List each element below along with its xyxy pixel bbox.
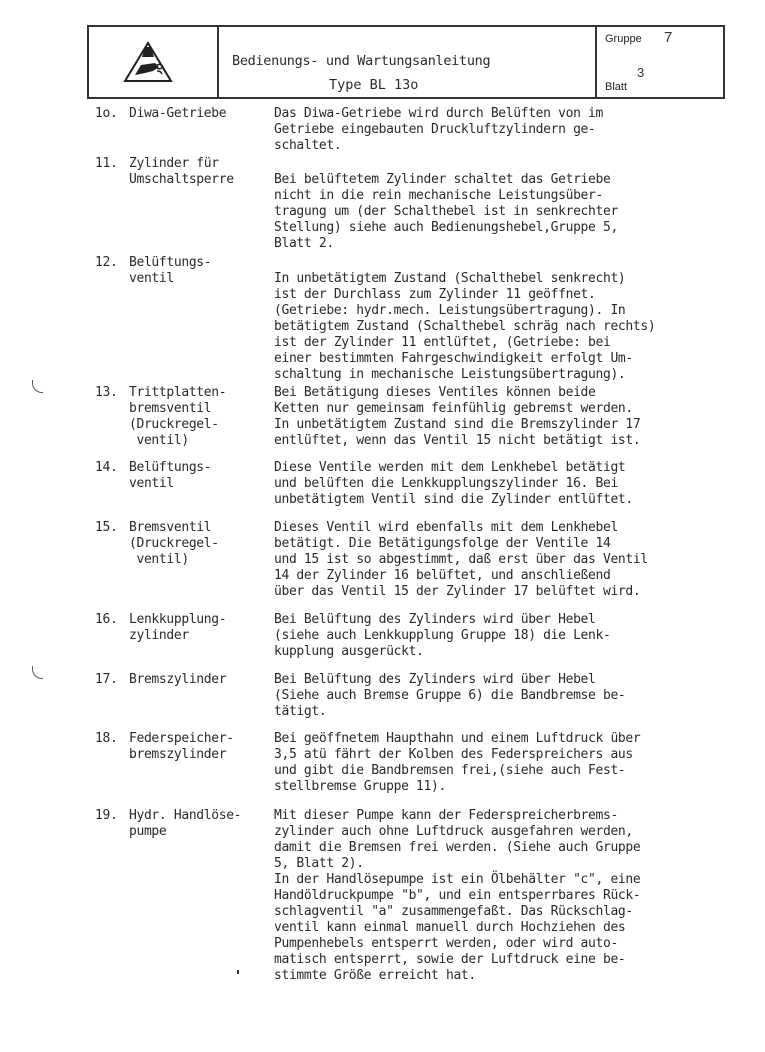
item-number: 14. xyxy=(95,460,118,475)
stray-mark xyxy=(237,970,239,974)
item-number: 17. xyxy=(95,672,118,687)
warning-triangle-hand-icon xyxy=(123,41,173,83)
item-number: 13. xyxy=(95,385,118,400)
list-item xyxy=(95,385,641,449)
item-description: Bei belüftetem Zylinder schaltet das Getriebe nicht in die rein mechanische Leistungsüber- tragung um (der Schalthebel ist in senkrechter Stellung) siehe auch Bedienungshebel,Gruppe 5, Blatt 2. xyxy=(274,172,618,251)
header-box xyxy=(87,25,725,99)
item-label: Hydr. Handlöse- pumpe xyxy=(129,808,242,839)
item-number: 1o. xyxy=(95,106,118,121)
gruppe-label: Gruppe xyxy=(605,33,642,45)
blatt-label: Blatt xyxy=(605,81,628,93)
list-item xyxy=(95,460,633,524)
item-label: Lenkkupplung- zylinder xyxy=(129,612,227,643)
item-label: Zylinder für Umschaltsperre xyxy=(129,156,234,187)
item-description: Mit dieser Pumpe kann der Federspreicherbrems- zylinder auch ohne Luftdruck ausgefahren werden, damit die Bremsen frei werden. (Siehe auch Gruppe 5, Blatt 2). In der Handlösepumpe ist ein Ölbehälter "c", eine Handöldruckpumpe "b", und ein entsperrbares Rück- schlagventil "a" zusammengefaßt. Das Rückschlag- ventil kann einmal manuell durch Hochziehen des Pumpenhebels entsperrt werden, oder wird auto- matisch entsperrt, sowie der Luftdruck eine be- stimmte Größe erreicht hat. xyxy=(274,808,641,983)
item-number: 19. xyxy=(95,808,118,823)
item-number: 16. xyxy=(95,612,118,627)
item-description: Das Diwa-Getriebe wird durch Belüften von im Getriebe eingebauten Druckluftzylindern ge- schaltet. xyxy=(274,106,603,153)
item-label: Bremsventil (Druckregel- ventil) xyxy=(129,520,219,567)
item-label: Trittplatten- bremsventil (Druckregel- ventil) xyxy=(129,385,227,448)
logo-cell xyxy=(89,27,219,97)
item-number: 15. xyxy=(95,520,118,535)
list-item xyxy=(95,156,618,251)
punch-hole-mark xyxy=(32,666,43,679)
item-description: Diese Ventile werden mit dem Lenkhebel betätigt und belüften die Lenkkupplungszylinder 16. Bei unbetätigtem Ventil sind die Zylinder entlüftet. xyxy=(274,460,633,507)
list-item xyxy=(95,255,656,382)
item-description: Bei Betätigung dieses Ventiles können beide Ketten nur gemeinsam feinfühlig gebremst werden. In unbetätigtem Zustand sind die Bremszylinder 17 entlüftet, wenn das Ventil 15 nicht betätigt ist. xyxy=(274,385,641,448)
item-label: Belüftungs- ventil xyxy=(129,255,212,286)
list-item xyxy=(95,672,626,736)
item-label: Belüftungs- ventil xyxy=(129,460,212,491)
item-number: 11. xyxy=(95,156,118,171)
machine-type: Type BL 13o xyxy=(329,77,419,93)
list-item xyxy=(95,808,641,983)
item-number: 12. xyxy=(95,255,118,270)
item-description: Dieses Ventil wird ebenfalls mit dem Lenkhebel betätigt. Die Betätigungsfolge der Ventile 14 und 15 ist so abgestimmt, daß erst über das Ventil 14 der Zylinder 16 belüftet, und anschließend über das Ventil 15 der Zylinder 17 belüftet wird. xyxy=(274,520,648,599)
title-cell xyxy=(219,27,597,97)
list-item xyxy=(95,731,641,795)
document-title: Bedienungs- und Wartungsanleitung xyxy=(232,53,491,69)
item-description: Bei Belüftung des Zylinders wird über Hebel (Siehe auch Bremse Gruppe 6) die Bandbremse be- tätigt. xyxy=(274,672,626,719)
item-description: Bei geöffnetem Haupthahn und einem Luftdruck über 3,5 atü fährt der Kolben des Federspreichers aus und gibt die Bandbremsen frei,(siehe auch Fest- stellbremse Gruppe 11). xyxy=(274,731,641,794)
punch-hole-mark xyxy=(32,380,43,393)
item-label: Federspeicher- bremszylinder xyxy=(129,731,234,762)
blatt-value: 3 xyxy=(637,65,645,80)
item-label: Diwa-Getriebe xyxy=(129,106,227,121)
item-description: Bei Belüftung des Zylinders wird über Hebel (siehe auch Lenkkupplung Gruppe 18) die Lenk- kupplung ausgerückt. xyxy=(274,612,611,659)
item-number: 18. xyxy=(95,731,118,746)
sheet-info-cell xyxy=(597,27,723,97)
gruppe-value: 7 xyxy=(664,29,673,46)
list-item xyxy=(95,612,611,676)
item-description: In unbetätigtem Zustand (Schalthebel senkrecht) ist der Durchlass zum Zylinder 11 geöffnet. (Getriebe: hydr.mech. Leistungsübertragung). In betätigtem Zustand (Schalthebel schräg nach rechts) ist der Zylinder 11 entlüftet, (Getriebe: bei einer bestimmten Fahrgeschwindigkeit erfolgt Um- schaltung in mechanische Leistungsübertragung). xyxy=(274,271,656,382)
list-item xyxy=(95,520,648,599)
item-label: Bremszylinder xyxy=(129,672,227,687)
